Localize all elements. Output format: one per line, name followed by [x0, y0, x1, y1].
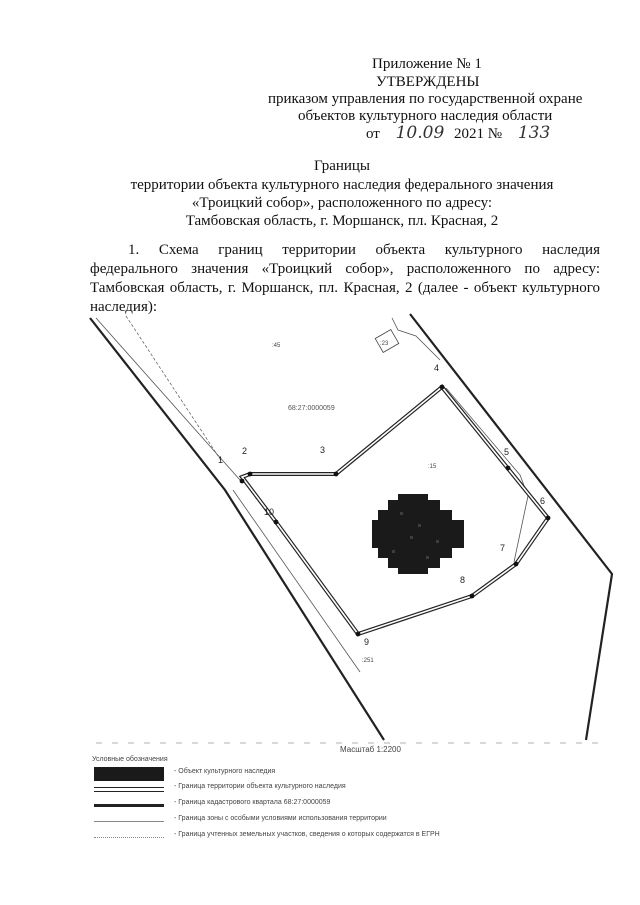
title-line-4: Тамбовская область, г. Моршанск, пл. Красная, 2: [185, 213, 499, 229]
vertex-6: [546, 516, 551, 521]
title-line-3: «Троицкий собор», расположенного по адресу:: [191, 195, 493, 211]
point-label-1: 1: [218, 455, 224, 465]
order-line-2: объектов культурного наследия области: [298, 108, 553, 124]
paragraph-line-1: 1. Схема границ территории объекта культурного наследия: [128, 242, 600, 258]
legend-title: Условные обозначения: [92, 756, 168, 763]
legend-text-parcels: - Граница учтенных земельных участков, сведения о которых содержатся в ЕГРН: [174, 831, 440, 838]
paragraph-line-2: федерального значения «Троицкий собор», расположенного по адресу:: [90, 261, 600, 277]
vertex-10: [274, 520, 279, 525]
order-line-1: приказом управления по государственной охране: [268, 91, 583, 107]
point-label-10: 10: [264, 507, 275, 517]
point-label-3: 3: [320, 445, 326, 455]
point-label-2: 2: [242, 446, 248, 456]
legend-item-zone: [92, 814, 552, 828]
parcel-line-top-left: [126, 316, 222, 462]
cathedral-object: [372, 494, 464, 574]
vertex-7: [514, 562, 519, 567]
point-label-5: 5: [504, 447, 510, 457]
legend-text-object: - Объект культурного наследия: [174, 768, 276, 775]
vertex-3: [334, 472, 339, 477]
legend-item-object: [92, 767, 552, 781]
point-label-6: 6: [540, 496, 546, 506]
title-line-2: территории объекта культурного наследия федерального значения: [130, 177, 554, 193]
legend-swatch-territory: [94, 787, 164, 792]
paragraph-line-4: наследия):: [90, 299, 158, 315]
legend-text-territory: - Граница территории объекта культурного наследия: [174, 783, 346, 790]
vertex-5: [506, 466, 511, 471]
handwritten-date: 10.09: [395, 123, 445, 143]
legend-swatch-cadastre: [94, 804, 164, 807]
vertex-2: [248, 472, 253, 477]
title-line-1: Границы: [313, 158, 371, 174]
legend-swatch-parcels: [94, 837, 164, 838]
appendix-label: Приложение № 1: [372, 56, 482, 72]
point-label-9: 9: [364, 637, 370, 647]
year-number-label: 2021 №: [454, 126, 503, 142]
parcel-label-251: :251: [362, 658, 374, 664]
point-label-8: 8: [460, 575, 466, 585]
handwritten-number: 133: [517, 123, 551, 143]
paragraph-line-3: Тамбовская область, г. Моршанск, пл. Красная, 2 (далее - объект культурного: [90, 280, 600, 296]
parcel-line-top: [392, 318, 440, 360]
from-label: от: [366, 126, 380, 142]
vertex-8: [470, 594, 475, 599]
vertex-4: [440, 385, 445, 390]
approved-label: УТВЕРЖДЕНЫ: [376, 74, 480, 90]
small-parcel-label: :23: [380, 341, 389, 347]
legend-item-parcels: [92, 830, 552, 844]
legend-item-territory: [92, 782, 552, 796]
point-label-4: 4: [434, 363, 440, 373]
legend-text-zone: - Граница зоны с особыми условиями использования территории: [174, 815, 387, 822]
parcel-line-bottom-left: [233, 490, 360, 672]
point-label-7: 7: [500, 543, 506, 553]
parcel-label-15: :15: [428, 464, 437, 470]
legend-text-cadastre: - Граница кадастрового квартала 68:27:0000059: [174, 799, 331, 806]
cadastre-boundary-left: [90, 318, 384, 740]
map-scale: Масштаб 1:2200: [340, 745, 401, 754]
legend-item-cadastre: [92, 798, 552, 812]
legend-swatch-zone: [94, 821, 164, 822]
parcel-label-45: :45: [272, 343, 281, 349]
vertex-1: [240, 479, 245, 484]
vertex-9: [356, 632, 361, 637]
legend-swatch-object: [94, 767, 164, 781]
cadastre-quarter-label: 68:27:0000059: [288, 405, 335, 412]
